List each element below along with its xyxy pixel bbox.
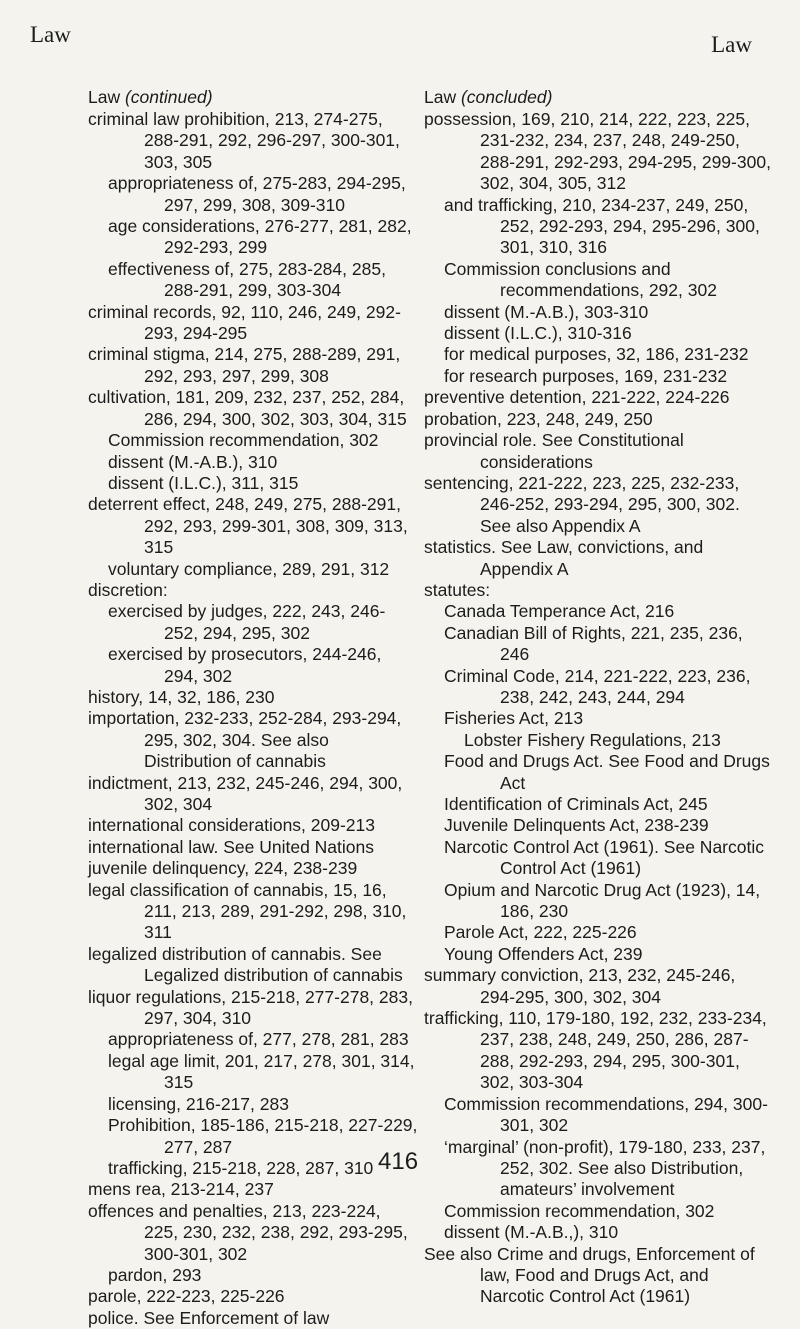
- index-entry: statistics. See Law, convictions, and Appendix A: [424, 537, 704, 579]
- index-entry: juvenile delinquency, 224, 238-239: [88, 858, 358, 879]
- index-entry: Canadian Bill of Rights, 221, 235, 236, 246: [444, 622, 743, 665]
- running-head-right: Law: [711, 32, 752, 57]
- index-entry: appropriateness of, 275-283, 294-295, 297, 299, 308, 309-310: [108, 173, 406, 215]
- index-entry: ‘marginal’ (non-profit), 179-180, 233, 237, 252, 302. See also Distribution, amateurs’ involvement: [444, 1136, 766, 1200]
- index-entry: indictment, 213, 232, 245-246, 294, 300, 302, 304: [88, 772, 403, 814]
- index-entry: Identification of Criminals Act, 245: [444, 794, 708, 814]
- index-entry: legalized distribution of cannabis. See Legalized distribution of cannabis: [88, 943, 403, 986]
- index-entry: Commission recommendation, 302: [108, 430, 379, 451]
- index-entry: Opium and Narcotic Drug Act (1923), 14, 186, 230: [444, 879, 761, 922]
- index-entry: legal age limit, 201, 217, 278, 301, 314, 315: [108, 1050, 415, 1093]
- index-entry: licensing, 216-217, 283: [108, 1093, 289, 1114]
- index-entry: discretion:: [88, 579, 168, 600]
- entry-list: [424, 109, 774, 1308]
- index-entry: dissent (M.-A.B.), 303-310: [444, 301, 649, 322]
- index-entry: appropriateness of, 277, 278, 281, 283: [108, 1029, 409, 1050]
- heading-term: Law: [88, 87, 121, 107]
- index-entry: exercised by judges, 222, 243, 246-252, 294, 295, 302: [108, 601, 386, 643]
- index-entry: preventive detention, 221-222, 224-226: [424, 387, 730, 408]
- index-entry: Canada Temperance Act, 216: [444, 601, 675, 622]
- index-entry: Narcotic Control Act (1961). See Narcotic Control Act (1961): [444, 836, 764, 879]
- index-entry: Juvenile Delinquents Act, 238-239: [444, 815, 709, 836]
- running-head-left: Law: [30, 22, 71, 47]
- index-entry: Commission recommendation, 302: [444, 1200, 715, 1221]
- index-entry: for medical purposes, 32, 186, 231-232: [444, 344, 749, 365]
- index-entry: international law. See United Nations: [88, 836, 375, 857]
- index-entry: legal classification of cannabis, 15, 16, 211, 213, 289, 291-292, 298, 310, 311: [88, 879, 407, 943]
- page-number: 416: [378, 1148, 419, 1175]
- index-entry: and trafficking, 210, 234-237, 249, 250, 252, 292-293, 294, 295-296, 300, 301, 310, 316: [444, 194, 760, 258]
- heading-qualifier: (concluded): [460, 87, 553, 107]
- index-entry: trafficking, 110, 179-180, 192, 232, 233-234, 237, 238, 248, 249, 250, 286, 287-288, 292-293, 294, 295, 300-301, 302, 303-304: [424, 1008, 767, 1093]
- entry-list: [88, 109, 418, 1329]
- index-entry: history, 14, 32, 186, 230: [88, 686, 275, 707]
- index-entry: for research purposes, 169, 231-232: [444, 365, 728, 386]
- heading-qualifier: (continued): [124, 87, 213, 107]
- index-entry: criminal records, 92, 110, 246, 249, 292-293, 294-295: [88, 301, 401, 344]
- index-entry: sentencing, 221-222, 223, 225, 232-233, 246-252, 293-294, 295, 300, 302. See also Appendix A: [424, 472, 740, 536]
- index-entry: police. See Enforcement of law: [88, 1307, 330, 1328]
- index-entry: exercised by prosecutors, 244-246, 294, 302: [108, 644, 382, 686]
- index-entry: Food and Drugs Act. See Food and Drugs Act: [444, 751, 770, 793]
- index-entry: Fisheries Act, 213: [444, 708, 584, 729]
- index-entry: dissent (M.-A.B.,), 310: [444, 1222, 619, 1243]
- index-column-right: [424, 86, 774, 1308]
- index-entry: Criminal Code, 214, 221-222, 223, 236, 238, 242, 243, 244, 294: [444, 665, 751, 707]
- index-entry: deterrent effect, 248, 249, 275, 288-291, 292, 293, 299-301, 308, 309, 313, 315: [88, 494, 408, 558]
- index-entry: Prohibition, 185-186, 215-218, 227-229, 277, 287: [108, 1115, 418, 1157]
- index-entry: Lobster Fishery Regulations, 213: [464, 729, 721, 750]
- index-entry: probation, 223, 248, 249, 250: [424, 408, 653, 429]
- index-entry: Commission recommendations, 294, 300-301, 302: [444, 1093, 768, 1136]
- index-entry: mens rea, 213-214, 237: [88, 1179, 274, 1200]
- index-entry: liquor regulations, 215-218, 277-278, 283, 297, 304, 310: [88, 986, 413, 1029]
- index-entry: possession, 169, 210, 214, 222, 223, 225, 231-232, 234, 237, 248, 249-250, 288-291, 292-293, 294-295, 299-300, 302, 304, 305, 312: [424, 109, 771, 194]
- index-entry: cultivation, 181, 209, 232, 237, 252, 284, 286, 294, 300, 302, 303, 304, 315: [88, 387, 407, 429]
- index-entry: Commission conclusions and recommendations, 292, 302: [444, 258, 717, 301]
- column-heading: [88, 86, 418, 108]
- index-entry: pardon, 293: [108, 1264, 202, 1285]
- index-entry: offences and penalties, 213, 223-224, 225, 230, 232, 238, 292, 293-295, 300-301, 302: [88, 1200, 408, 1264]
- index-entry: Parole Act, 222, 225-226: [444, 922, 637, 943]
- index-entry: trafficking, 215-218, 228, 287, 310: [108, 1157, 374, 1178]
- index-entry: international considerations, 209-213: [88, 815, 375, 836]
- index-entry: parole, 222-223, 225-226: [88, 1286, 285, 1307]
- index-entry: importation, 232-233, 252-284, 293-294, 295, 302, 304. See also Distribution of cannabis: [88, 708, 402, 772]
- index-entry: dissent (I.L.C.), 311, 315: [108, 472, 299, 493]
- index-entry: dissent (M.-A.B.), 310: [108, 451, 278, 472]
- column-heading: [424, 86, 774, 108]
- index-entry: dissent (I.L.C.), 310-316: [444, 323, 632, 344]
- index-entry: Young Offenders Act, 239: [444, 943, 643, 964]
- index-entry: criminal law prohibition, 213, 274-275, 288-291, 292, 296-297, 300-301, 303, 305: [88, 109, 400, 172]
- index-entry: summary conviction, 213, 232, 245-246, 294-295, 300, 302, 304: [424, 965, 736, 1007]
- index-entry: criminal stigma, 214, 275, 288-289, 291, 292, 293, 297, 299, 308: [88, 344, 401, 386]
- index-entry: age considerations, 276-277, 281, 282, 292-293, 299: [108, 216, 412, 258]
- index-column-left: [88, 86, 418, 1329]
- index-entry: voluntary compliance, 289, 291, 312: [108, 558, 390, 579]
- index-entry: See also Crime and drugs, Enforcement of law, Food and Drugs Act, and Narcotic Control Act (1961): [424, 1243, 755, 1307]
- index-entry: effectiveness of, 275, 283-284, 285, 288-291, 299, 303-304: [108, 258, 386, 301]
- index-entry: statutes:: [424, 579, 491, 600]
- index-entry: provincial role. See Constitutional considerations: [424, 430, 684, 472]
- heading-term: Law: [424, 87, 457, 107]
